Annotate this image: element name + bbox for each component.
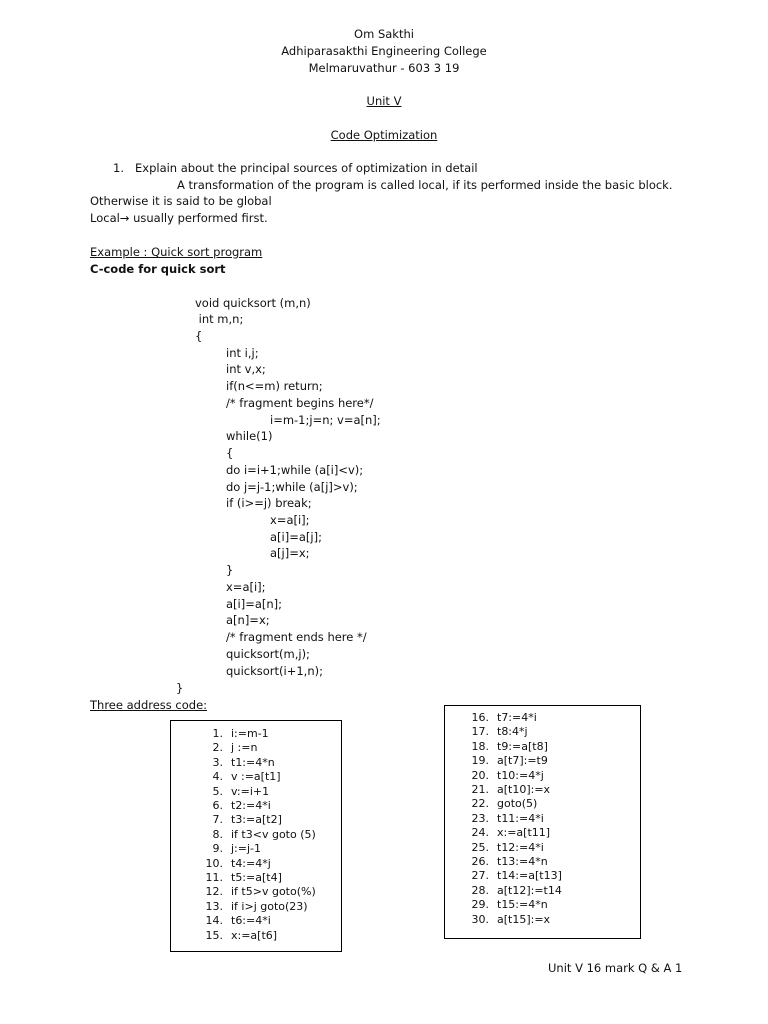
code-line: { <box>195 329 203 343</box>
code-line: a[i]=a[j]; <box>270 530 322 544</box>
code-line: if(n<=m) return; <box>226 379 323 393</box>
tac-row: 18. t9:=a[t8] <box>471 739 548 753</box>
code-line: int i,j; <box>226 346 259 360</box>
tac-row: 8. if t3<v goto (5) <box>212 827 316 841</box>
tac-row: 7. t3:=a[t2] <box>212 813 282 827</box>
tac-box-left <box>170 720 342 952</box>
code-line: quicksort(i+1,n); <box>226 664 323 678</box>
tac-row: 22. goto(5) <box>471 797 538 811</box>
tac-row: 3. t1:=4*n <box>212 755 275 769</box>
code-line: void quicksort (m,n) <box>195 296 311 310</box>
code-line: } <box>176 681 184 695</box>
unit-title: Unit V <box>366 94 402 108</box>
header-college-name: Adhiparasakthi Engineering College <box>281 44 487 58</box>
tac-row: 23. t11:=4*i <box>471 811 544 825</box>
tac-row: 28. a[t12]:=t14 <box>471 883 562 897</box>
tac-row: 10. t4:=4*j <box>205 856 271 870</box>
code-line: if (i>=j) break; <box>226 496 312 510</box>
example-heading: Example : Quick sort program <box>90 245 263 259</box>
tac-row: 24. x:=a[t11] <box>471 826 551 840</box>
page-footer: Unit V 16 mark Q & A 1 <box>548 961 683 975</box>
question-number: 1. <box>113 161 124 175</box>
tac-heading: Three address code: <box>90 698 208 712</box>
tac-row: 20. t10:=4*j <box>471 768 544 782</box>
code-line: } <box>226 563 234 577</box>
topic-title: Code Optimization <box>330 128 438 142</box>
intro-line-2: Otherwise it is said to be global <box>90 194 272 208</box>
tac-row: 29. t15:=4*n <box>471 898 548 912</box>
code-line: x=a[i]; <box>226 580 266 594</box>
tac-row: 9. j:=j-1 <box>212 842 262 856</box>
tac-row: 30. a[t15]:=x <box>471 912 551 926</box>
code-line: /* fragment ends here */ <box>226 630 367 644</box>
tac-row: 6. t2:=4*i <box>212 799 271 812</box>
code-line: do j=j-1;while (a[j]>v); <box>226 480 358 494</box>
tac-row: 14. t6:=4*i <box>205 914 271 928</box>
header-address: Melmaruvathur - 603 3 19 <box>308 61 460 75</box>
code-line: a[i]=a[n]; <box>226 597 283 611</box>
code-line: { <box>226 446 234 460</box>
code-line: a[j]=x; <box>270 546 310 560</box>
code-line: /* fragment begins here*/ <box>226 396 374 410</box>
code-line: int m,n; <box>195 312 244 326</box>
intro-line-1: A transformation of the program is called local, if its performed inside the basic block. <box>177 178 673 192</box>
tac-row: 17. t8:4*j <box>471 725 528 739</box>
tac-row: 26. t13:=4*n <box>471 855 548 868</box>
tac-row: 1. i:=m-1 <box>212 727 269 740</box>
tac-row: 16. t7:=4*i <box>471 711 537 724</box>
tac-row: 13. if i>j goto(23) <box>205 899 308 913</box>
question-text: Explain about the principal sources of optimization in detail <box>135 161 478 175</box>
intro-line-3: Local→ usually performed first. <box>90 211 268 225</box>
tac-row: 11. t5:=a[t4] <box>205 871 282 884</box>
tac-row: 25. t12:=4*i <box>471 840 544 854</box>
tac-row: 12. if t5>v goto(%) <box>205 885 316 899</box>
code-line: a[n]=x; <box>226 613 270 627</box>
code-line: quicksort(m,j); <box>226 647 310 661</box>
tac-row: 15. x:=a[t6] <box>205 928 278 942</box>
code-line: i=m-1;j=n; v=a[n]; <box>270 413 381 427</box>
header-line-1: Om Sakthi <box>354 27 414 41</box>
tac-row: 4. v :=a[t1] <box>212 770 281 784</box>
code-line: while(1) <box>226 429 273 443</box>
code-line: do i=i+1;while (a[i]<v); <box>226 463 364 477</box>
code-line: x=a[i]; <box>270 513 310 527</box>
ccode-heading: C-code for quick sort <box>90 262 226 276</box>
tac-row: 27. t14:=a[t13] <box>471 869 562 883</box>
code-line: int v,x; <box>226 362 266 376</box>
tac-row: 2. j :=n <box>212 741 258 755</box>
tac-row: 19. a[t7]:=t9 <box>471 754 548 768</box>
tac-row: 5. v:=i+1 <box>212 784 270 798</box>
tac-box-right <box>444 705 641 939</box>
tac-row: 21. a[t10]:=x <box>471 783 551 796</box>
